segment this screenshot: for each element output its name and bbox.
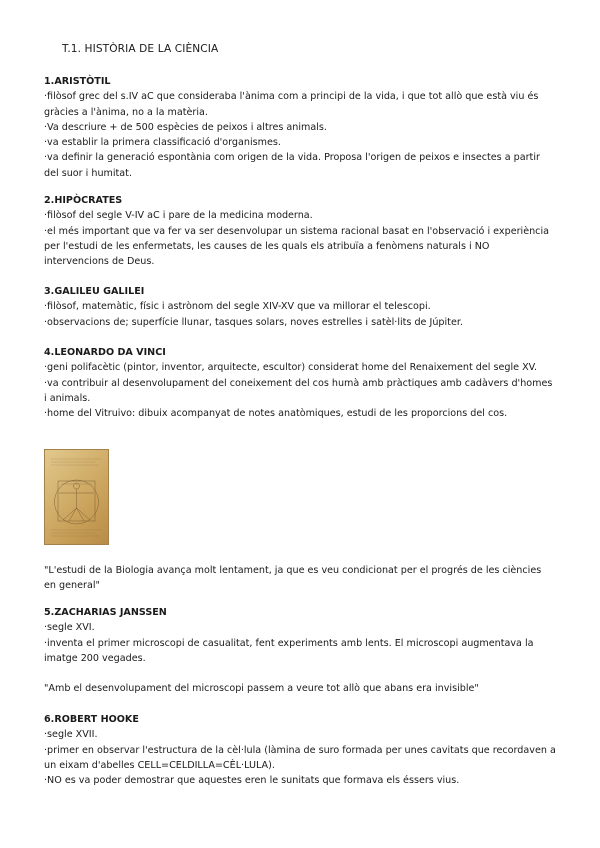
section-line: ·home del Vitruivo: dibuix acompanyat de notes anatòmiques, estudi de les proporcions del cos.: [44, 408, 508, 420]
section-heading: 6.ROBERT HOOKE: [44, 714, 139, 725]
section-leonardo: [44, 345, 556, 421]
section-line: ·Va descriure + de 500 espècies de peixos i altres animals.: [44, 121, 327, 133]
section-hipocrates: [44, 193, 556, 269]
section-line: ·geni polifacètic (pintor, inventor, arquitecte, escultor) considerat home del Renaixement del segle XV.: [44, 362, 538, 374]
vitruvian-man-image: [44, 449, 109, 545]
section-hooke: [44, 712, 556, 788]
section-janssen: [44, 605, 556, 666]
section-galileu: [44, 284, 556, 330]
section-heading: 1.ARISTÒTIL: [44, 76, 111, 87]
section-line: ·segle XVII.: [44, 729, 98, 741]
section-line: ·va contribuir al desenvolupament del coneixement del cos humà amb pràctiques amb cadàvers d'homes i animals.: [44, 377, 553, 404]
section-heading: 3.GALILEU GALILEI: [44, 286, 145, 297]
section-line: ·va establir la primera classificació d'organismes.: [44, 137, 281, 149]
section-line: ·NO es va poder demostrar que aquestes eren le sunitats que formava els éssers vius.: [44, 775, 460, 787]
section-heading: 5.ZACHARIAS JANSSEN: [44, 607, 167, 618]
section-line: ·va definir la generació espontània com origen de la vida. Proposa l'origen de peixos e insectes a partir del suor i humitat.: [44, 152, 540, 179]
section-line: ·filòsof del segle V-IV aC i pare de la medicina moderna.: [44, 210, 313, 222]
section-aristotil: [44, 74, 556, 181]
section-line: ·primer en observar l'estructura de la cèl·lula (làmina de suro formada per unes cavitats que recordaven a un eixam d'abelles CELL=CELDILLA=CÈL·LULA).: [44, 744, 556, 771]
section-line: ·el més important que va fer va ser desenvolupar un sistema racional basat en l'observació i experiència per l'estudi de les enfermetats, les causes de les quals els atribuïa a fenòmens naturals i NO intervencions de Deus.: [44, 225, 550, 268]
section-line: ·filòsof grec del s.IV aC que consideraba l'ànima com a principi de la vida, i que tot allò que està viu és gràcies a l'ànima, no a la matèria.: [44, 91, 539, 118]
quote-biologia: "L'estudi de la Biologia avança molt lentament, ja que es veu condicionat per el progrés de les ciències en general": [44, 565, 542, 592]
page-title: T.1. HISTÒRIA DE LA CIÈNCIA: [62, 43, 219, 55]
section-line: ·inventa el primer microscopi de casualitat, fent experiments amb lents. El microscopi augmentava la imatge 200 vegades.: [44, 637, 534, 664]
section-line: ·filòsof, matemàtic, físic i astrònom del segle XIV-XV que va millorar el telescopi.: [44, 301, 431, 313]
section-line: ·segle XVI.: [44, 622, 95, 634]
section-heading: 2.HIPÒCRATES: [44, 195, 123, 206]
section-heading: 4.LEONARDO DA VINCI: [44, 347, 166, 358]
vitruvian-drawing: [45, 450, 108, 544]
section-line: ·observacions de; superfície llunar, tasques solars, noves estrelles i satèl·lits de Júpiter.: [44, 316, 463, 328]
quote-microscopi: "Amb el desenvolupament del microscopi passem a veure tot allò que abans era invisible": [44, 683, 479, 694]
